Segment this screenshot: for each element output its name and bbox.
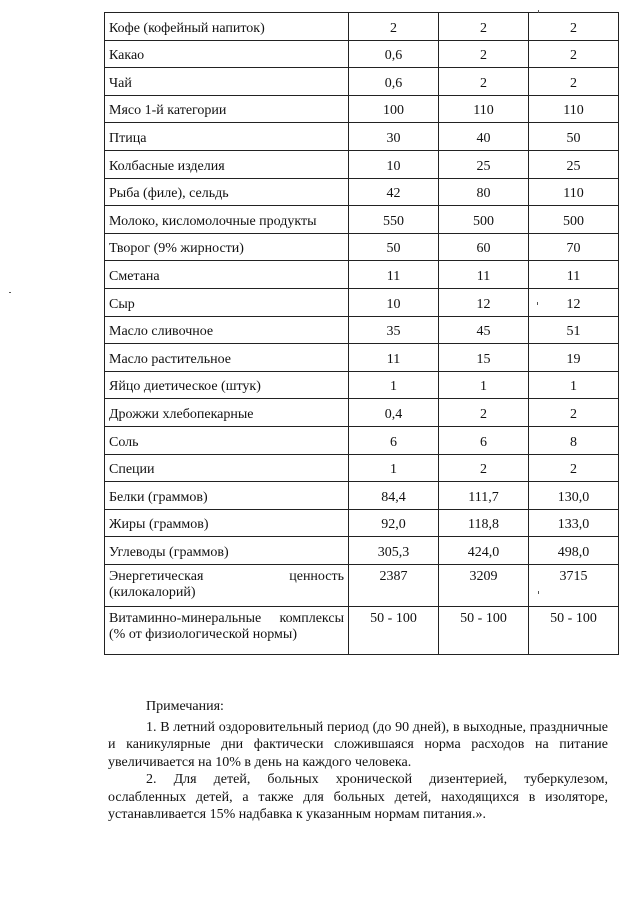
norm-value-col1: 6 bbox=[349, 426, 439, 454]
vitamins-value-col3: 50 - 100 bbox=[529, 606, 619, 654]
norm-value-col1: 550 bbox=[349, 206, 439, 234]
product-name: Белки (граммов) bbox=[105, 482, 349, 510]
vitamins-value-col1: 50 - 100 bbox=[349, 606, 439, 654]
table-row bbox=[105, 40, 619, 68]
norm-value-col2: 2 bbox=[439, 68, 529, 96]
norm-value-col1: 1 bbox=[349, 454, 439, 482]
product-name: Кофе (кофейный напиток) bbox=[105, 13, 349, 41]
norm-value-col3: 110 bbox=[529, 178, 619, 206]
table-row bbox=[105, 316, 619, 344]
energy-label-word2: ценность bbox=[289, 568, 344, 584]
vitamins-label-line2: (% от физиологической нормы) bbox=[109, 626, 297, 642]
norm-value-col2: 1 bbox=[439, 371, 529, 399]
norm-value-col3: 133,0 bbox=[529, 509, 619, 537]
vitamins-label-line1 bbox=[109, 611, 344, 627]
norm-value-col2: 12 bbox=[439, 288, 529, 316]
norm-value-col1: 42 bbox=[349, 178, 439, 206]
vitamins-value-col2: 50 - 100 bbox=[439, 606, 529, 654]
table-row bbox=[105, 13, 619, 41]
product-name: Рыба (филе), сельдь bbox=[105, 178, 349, 206]
table-row bbox=[105, 95, 619, 123]
norm-value-col3: 2 bbox=[529, 40, 619, 68]
norm-value-col3: 130,0 bbox=[529, 482, 619, 510]
norm-value-col2: 40 bbox=[439, 123, 529, 151]
norm-value-col2: 11 bbox=[439, 261, 529, 289]
norm-value-col1: 2 bbox=[349, 13, 439, 41]
product-name: Колбасные изделия bbox=[105, 150, 349, 178]
product-name: Молоко, кисломолочные продукты bbox=[105, 206, 349, 234]
norm-value-col1: 0,4 bbox=[349, 399, 439, 427]
energy-value-col1: 2387 bbox=[349, 564, 439, 606]
norm-value-col2: 25 bbox=[439, 150, 529, 178]
norm-value-col2: 15 bbox=[439, 344, 529, 372]
product-name: Специи bbox=[105, 454, 349, 482]
norm-value-col1: 1 bbox=[349, 371, 439, 399]
product-name: Углеводы (граммов) bbox=[105, 537, 349, 565]
table-row bbox=[105, 399, 619, 427]
vitamins-row bbox=[105, 606, 619, 654]
scan-speck bbox=[9, 292, 11, 293]
norm-value-col2: 110 bbox=[439, 95, 529, 123]
food-norms-table bbox=[104, 12, 619, 655]
norm-value-col2: 111,7 bbox=[439, 482, 529, 510]
scan-speck bbox=[537, 302, 538, 305]
product-name: Сыр bbox=[105, 288, 349, 316]
norm-value-col3: 8 bbox=[529, 426, 619, 454]
product-name: Масло сливочное bbox=[105, 316, 349, 344]
norm-value-col2: 60 bbox=[439, 233, 529, 261]
norm-value-col3: 2 bbox=[529, 454, 619, 482]
norm-value-col1: 10 bbox=[349, 288, 439, 316]
norm-value-col3: 2 bbox=[529, 399, 619, 427]
table-row bbox=[105, 261, 619, 289]
vitamins-label-word2: комплексы bbox=[279, 610, 344, 626]
table-row bbox=[105, 206, 619, 234]
norm-value-col3: 51 bbox=[529, 316, 619, 344]
table-row bbox=[105, 537, 619, 565]
table-row bbox=[105, 288, 619, 316]
note-item-2: 2. Для детей, больных хронической дизентерией, туберкулезом, ослабленных детей, а также для больных детей, находящихся в изоляторе, устанавливается 15% надбавка к указанным нормам питания.». bbox=[108, 772, 608, 822]
table-row bbox=[105, 178, 619, 206]
vitamins-label-word1: Витаминно-минеральные bbox=[109, 610, 262, 626]
product-name: Масло растительное bbox=[105, 344, 349, 372]
norm-value-col1: 10 bbox=[349, 150, 439, 178]
norm-value-col3: 1 bbox=[529, 371, 619, 399]
energy-label bbox=[105, 564, 349, 606]
energy-row bbox=[105, 564, 619, 606]
vitamins-label bbox=[105, 606, 349, 654]
product-name: Жиры (граммов) bbox=[105, 509, 349, 537]
norm-value-col3: 110 bbox=[529, 95, 619, 123]
norm-value-col1: 0,6 bbox=[349, 68, 439, 96]
norm-value-col2: 2 bbox=[439, 13, 529, 41]
table-body bbox=[105, 13, 619, 655]
norm-value-col1: 11 bbox=[349, 261, 439, 289]
product-name: Птица bbox=[105, 123, 349, 151]
norm-value-col1: 50 bbox=[349, 233, 439, 261]
norm-value-col3: 50 bbox=[529, 123, 619, 151]
norm-value-col2: 6 bbox=[439, 426, 529, 454]
product-name: Творог (9% жирности) bbox=[105, 233, 349, 261]
norm-value-col2: 500 bbox=[439, 206, 529, 234]
norm-value-col1: 100 bbox=[349, 95, 439, 123]
norm-value-col2: 118,8 bbox=[439, 509, 529, 537]
note-item-1: 1. В летний оздоровительный период (до 90 дней), в выходные, праздничные и каникулярные дни фактически сложившаяся норма расходов на питание увеличивается на 10% в день на каждого человека. bbox=[108, 719, 608, 770]
product-name: Яйцо диетическое (штук) bbox=[105, 371, 349, 399]
norm-value-col3: 19 bbox=[529, 344, 619, 372]
norm-value-col1: 305,3 bbox=[349, 537, 439, 565]
norm-value-col3: 11 bbox=[529, 261, 619, 289]
energy-value-col3: 3715 bbox=[529, 564, 619, 606]
norm-value-col3: 70 bbox=[529, 233, 619, 261]
norm-value-col3: 12 bbox=[529, 288, 619, 316]
product-name: Сметана bbox=[105, 261, 349, 289]
norm-value-col1: 92,0 bbox=[349, 509, 439, 537]
notes-heading: Примечания: bbox=[146, 699, 224, 714]
norm-value-col2: 2 bbox=[439, 40, 529, 68]
table-row bbox=[105, 454, 619, 482]
norm-value-col1: 84,4 bbox=[349, 482, 439, 510]
norm-value-col1: 35 bbox=[349, 316, 439, 344]
table-row bbox=[105, 233, 619, 261]
table-row bbox=[105, 150, 619, 178]
scan-speck bbox=[538, 591, 539, 594]
norm-value-col3: 500 bbox=[529, 206, 619, 234]
table-row bbox=[105, 123, 619, 151]
norm-value-col1: 0,6 bbox=[349, 40, 439, 68]
energy-label-line1 bbox=[109, 569, 344, 585]
product-name: Дрожжи хлебопекарные bbox=[105, 399, 349, 427]
product-name: Соль bbox=[105, 426, 349, 454]
table-row bbox=[105, 426, 619, 454]
norm-value-col3: 25 bbox=[529, 150, 619, 178]
scan-speck bbox=[538, 10, 539, 13]
norm-value-col2: 2 bbox=[439, 399, 529, 427]
norm-value-col1: 30 bbox=[349, 123, 439, 151]
table-row bbox=[105, 371, 619, 399]
norm-value-col2: 2 bbox=[439, 454, 529, 482]
norm-value-col2: 424,0 bbox=[439, 537, 529, 565]
product-name: Какао bbox=[105, 40, 349, 68]
table-row bbox=[105, 482, 619, 510]
notes-section bbox=[108, 698, 608, 824]
norm-value-col2: 80 bbox=[439, 178, 529, 206]
energy-value-col2: 3209 bbox=[439, 564, 529, 606]
energy-label-line2: (килокалорий) bbox=[109, 584, 196, 600]
norm-value-col3: 498,0 bbox=[529, 537, 619, 565]
product-name: Чай bbox=[105, 68, 349, 96]
energy-label-word1: Энергетическая bbox=[109, 568, 204, 584]
table-row bbox=[105, 344, 619, 372]
table-row bbox=[105, 509, 619, 537]
norm-value-col3: 2 bbox=[529, 68, 619, 96]
norm-value-col2: 45 bbox=[439, 316, 529, 344]
norm-value-col1: 11 bbox=[349, 344, 439, 372]
norm-value-col3: 2 bbox=[529, 13, 619, 41]
table-row bbox=[105, 68, 619, 96]
product-name: Мясо 1-й категории bbox=[105, 95, 349, 123]
